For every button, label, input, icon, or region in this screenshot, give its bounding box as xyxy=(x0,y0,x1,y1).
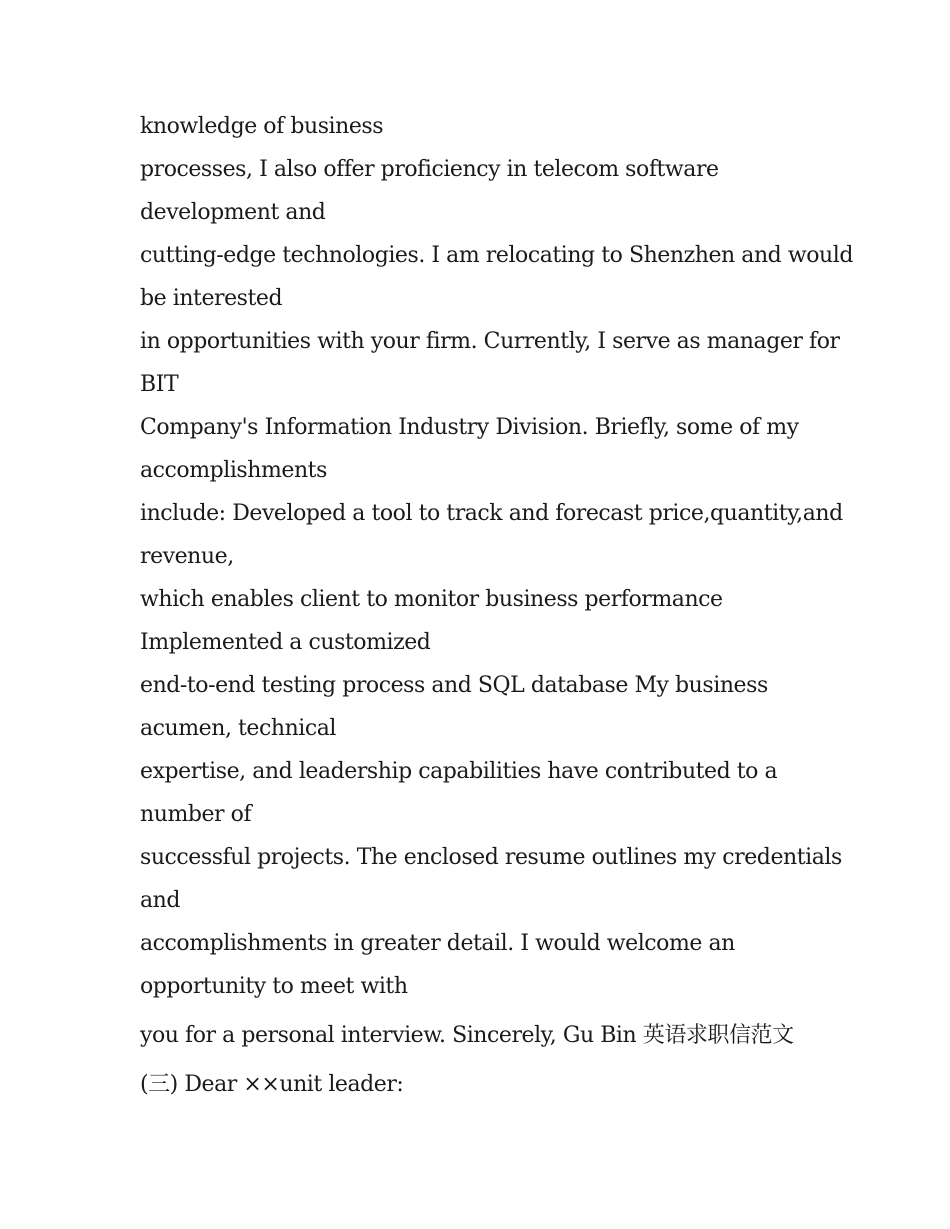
text-line: Company's Information Industry Division. Briefly, some of my xyxy=(140,415,799,440)
text-line: which enables client to monitor business performance xyxy=(140,587,723,612)
text-line: opportunity to meet with xyxy=(140,974,408,999)
section-heading: (三) Dear ××unit leader: xyxy=(140,1072,404,1097)
text-line: you for a personal interview. Sincerely, Gu Bin 英语求职信范文 xyxy=(140,1023,794,1048)
text-line: cutting-edge technologies. I am relocating to Shenzhen and would xyxy=(140,243,853,268)
text-line: include: Developed a tool to track and forecast price,quantity,and xyxy=(140,501,843,526)
text-line: accomplishments in greater detail. I would welcome an xyxy=(140,931,735,956)
text-line: and xyxy=(140,888,181,913)
text-line: Implemented a customized xyxy=(140,630,431,655)
text-line: be interested xyxy=(140,286,283,311)
text-line: acumen, technical xyxy=(140,716,337,741)
text-line: revenue, xyxy=(140,544,234,569)
text-line: end-to-end testing process and SQL database My business xyxy=(140,673,768,698)
text-line: knowledge of business xyxy=(140,114,384,139)
text-line: accomplishments xyxy=(140,458,327,483)
text-line: in opportunities with your firm. Currently, I serve as manager for xyxy=(140,329,840,354)
text-line: expertise, and leadership capabilities have contributed to a xyxy=(140,759,778,784)
text-line: processes, I also offer proficiency in telecom software xyxy=(140,157,719,182)
text-line: BIT xyxy=(140,372,179,397)
text-line: development and xyxy=(140,200,326,225)
letter-body xyxy=(140,105,853,1106)
text-line: successful projects. The enclosed resume outlines my credentials xyxy=(140,845,842,870)
text-line: number of xyxy=(140,802,252,827)
